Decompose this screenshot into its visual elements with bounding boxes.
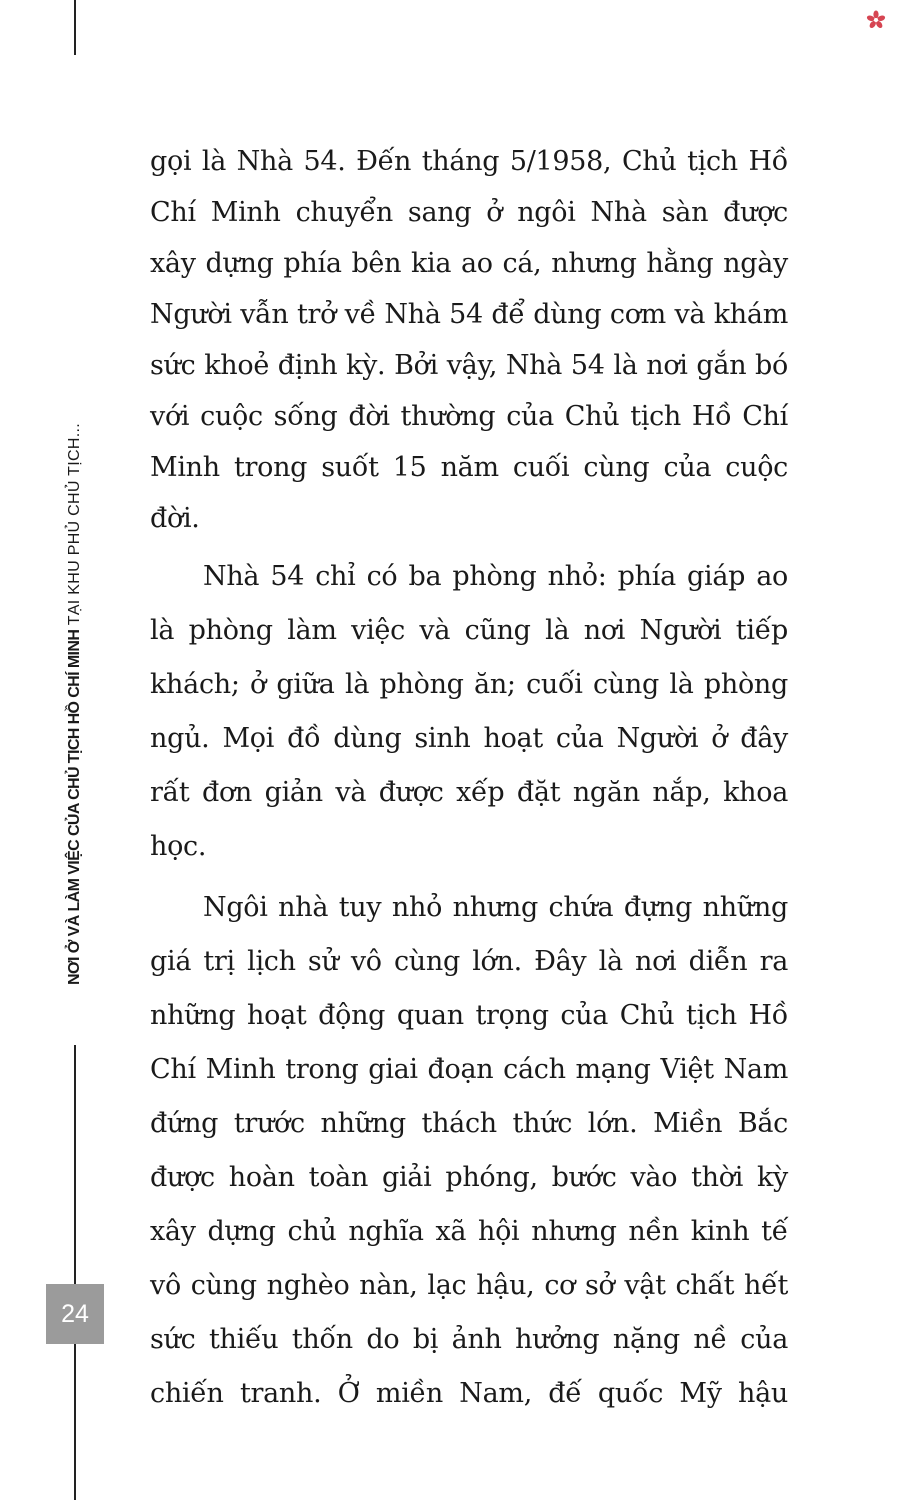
- paragraph-1: gọi là Nhà 54. Đến tháng 5/1958, Chủ tịch Hồ Chí Minh chuyển sang ở ngôi Nhà sàn được xây dựng phía bên kia ao cá, nhưng hằng ngày Người vẫn trở về Nhà 54 để dùng cơm và khám sức khoẻ định kỳ. Bởi vậy, Nhà 54 là nơi gắn bó với cuộc sống đời thường của Chủ tịch Hồ Chí Minh trong suốt 15 năm cuối cùng của cuộc đời.: [150, 146, 788, 534]
- margin-rule-top: [74, 0, 76, 55]
- paragraph-3: Ngôi nhà tuy nhỏ nhưng chứa đựng những giá trị lịch sử vô cùng lớn. Đây là nơi diễn ra những hoạt động quan trọng của Chủ tịch Hồ Chí Minh trong giai đoạn cách mạng Việt Nam đứng trước những thách thức lớn. Miền Bắc được hoàn toàn giải phóng, bước vào thời kỳ xây dựng chủ nghĩa xã hội nhưng nền kinh tế vô cùng nghèo nàn, lạc hậu, cơ sở vật chất hết sức thiếu thốn do bị ảnh hưởng nặng nề của chiến tranh. Ở miền Nam, đế quốc Mỹ hậu: [150, 892, 788, 1409]
- margin-rule-bottom: [74, 1045, 76, 1500]
- running-header-bold: NƠI Ở VÀ LÀM VIỆC CỦA CHỦ TỊCH HỒ CHÍ MINH: [66, 629, 83, 985]
- running-header-normal: TẠI KHU PHỦ CHỦ TỊCH...: [66, 423, 83, 626]
- paragraph-2: Nhà 54 chỉ có ba phòng nhỏ: phía giáp ao là phòng làm việc và cũng là nơi Người tiếp khách; ở giữa là phòng ăn; cuối cùng là phòng ngủ. Mọi đồ dùng sinh hoạt của Người ở đây rất đơn giản và được xếp đặt ngăn nắp, khoa học.: [150, 561, 788, 862]
- body-text: [150, 136, 788, 1421]
- page-number: 24: [46, 1284, 104, 1344]
- flower-ornament-icon: [866, 10, 886, 30]
